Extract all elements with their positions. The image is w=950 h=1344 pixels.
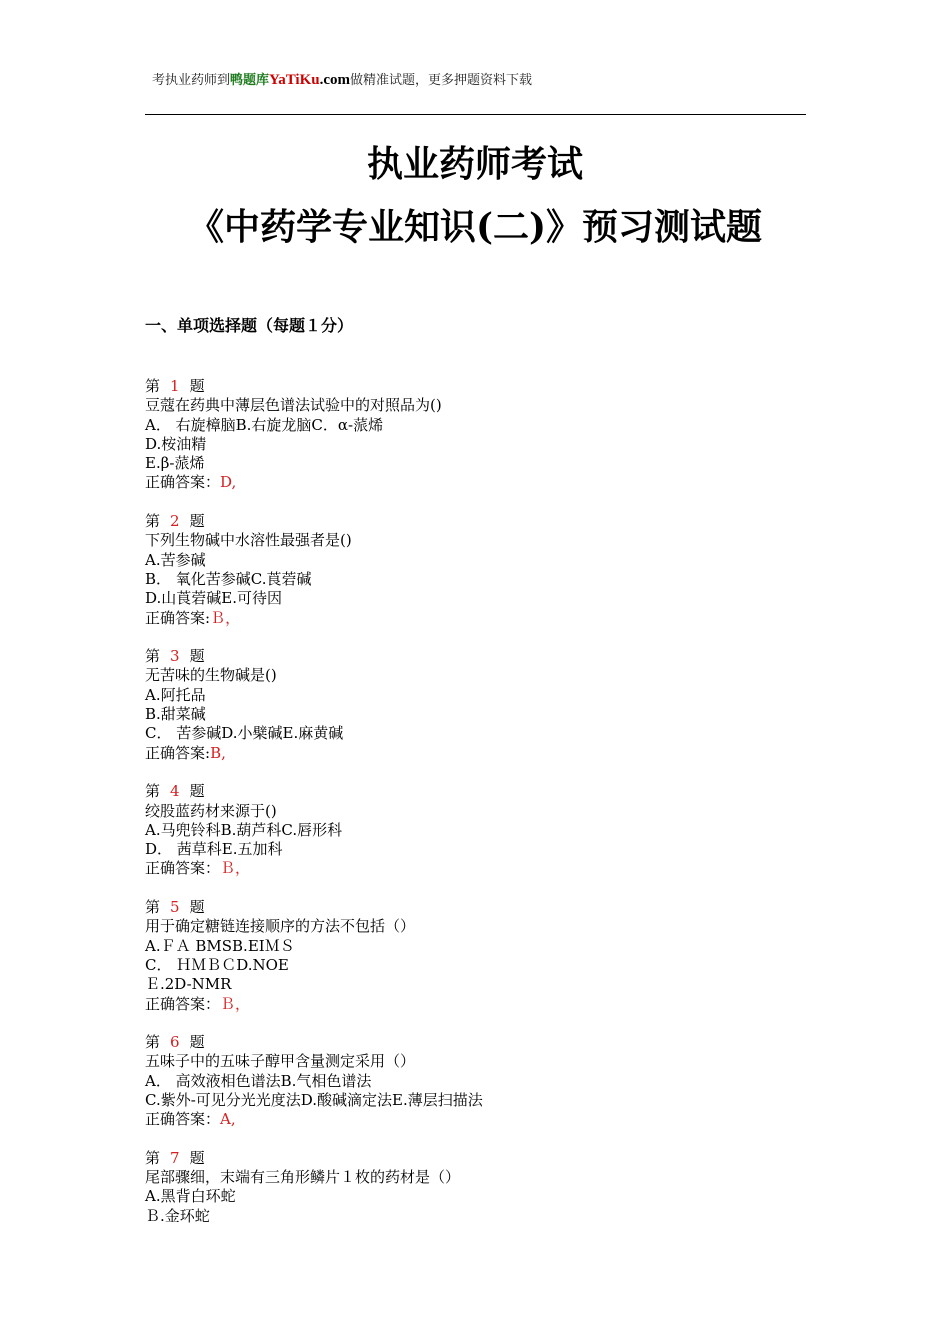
question-label-prefix: 第 <box>145 512 161 531</box>
answer-line <box>145 1110 825 1129</box>
question-number: 7 <box>170 1148 180 1167</box>
answer-value: B, <box>210 743 226 762</box>
question-number-line <box>145 377 825 396</box>
answer-label: 正确答案： <box>145 1110 221 1129</box>
question-item <box>145 377 825 493</box>
question-label-suffix: 题 <box>189 1033 205 1052</box>
answer-label: 正确答案: <box>145 608 211 627</box>
brand-name-en: YaTiKu <box>269 72 320 88</box>
question-stem: 豆蔻在药典中薄层色谱法试验中的对照品为() <box>145 396 442 415</box>
question-label-prefix: 第 <box>145 647 161 666</box>
question-stem: 用于确定糖链连接顺序的方法不包括（） <box>145 917 416 936</box>
question-number: 2 <box>170 512 180 531</box>
question-list <box>145 377 825 1245</box>
question-option-line: A.黑背白环蛇 <box>145 1187 236 1206</box>
answer-label: 正确答案： <box>145 994 221 1013</box>
question-option-line: D． 茜草科​E.五加科 <box>145 840 283 859</box>
question-item <box>145 1033 825 1129</box>
question-item <box>145 1149 825 1226</box>
question-label-suffix: 题 <box>189 647 205 666</box>
question-number: 1 <box>170 377 180 395</box>
answer-line <box>145 744 825 763</box>
header-note <box>152 71 532 90</box>
brand-name-cn: 鸭题库 <box>230 73 270 88</box>
question-item <box>145 782 825 878</box>
question-option-line: B． 氧化苦参碱​C.莨菪碱 <box>145 569 312 588</box>
question-option-line: A． 右旋樟脑​B.右旋龙脑​C．α-蒎烯 <box>145 415 384 434</box>
question-label-suffix: 题 <box>189 782 205 801</box>
question-number-line <box>145 1033 825 1052</box>
brand-domain-suffix: .com <box>319 72 351 88</box>
question-item <box>145 512 825 628</box>
question-option-line: D.山莨菪碱​E.可待因 <box>145 589 282 608</box>
answer-line <box>145 859 825 878</box>
question-label-suffix: 题 <box>189 377 205 395</box>
answer-line <box>145 473 825 492</box>
question-option-line: A.苦参碱 <box>145 550 206 569</box>
answer-line <box>145 609 825 628</box>
question-label-suffix: 题 <box>189 512 205 531</box>
answer-value: Ｂ， <box>220 994 251 1013</box>
question-option-line: C． 苦参碱​D.小檗碱​E.麻黄碱 <box>145 724 344 743</box>
question-label-suffix: 题 <box>189 1148 205 1167</box>
question-stem: 五味子中的五味子醇甲含量测定采用（） <box>145 1052 416 1071</box>
answer-label: 正确答案： <box>145 473 221 492</box>
question-option-line: Ｅ.2D-NMR <box>145 975 232 994</box>
question-stem: 下列生物碱中水溶性最强者是() <box>145 531 352 550</box>
question-option-line: A.阿托品 <box>145 685 206 704</box>
question-number: 6 <box>170 1033 180 1052</box>
question-label-prefix: 第 <box>145 898 161 917</box>
question-label-prefix: 第 <box>145 1033 161 1052</box>
question-option-line: A.ＦＡ BMS​B.EIＭＳ <box>145 936 295 955</box>
question-option-line: Ｂ.金环蛇 <box>145 1206 210 1225</box>
header-suffix: 做精准试题，更多押题资料下载 <box>350 73 533 88</box>
question-label-suffix: 题 <box>189 898 205 917</box>
question-stem: 尾部骤细，末端有三角形鳞片１枚的药材是（） <box>145 1168 461 1187</box>
answer-value: D, <box>220 473 237 492</box>
question-label-prefix: 第 <box>145 377 161 395</box>
question-number-line <box>145 1149 825 1168</box>
answer-line <box>145 995 825 1014</box>
answer-value: Ｂ， <box>210 608 241 627</box>
header-prefix: 考执业药师到 <box>152 73 231 88</box>
question-number-line <box>145 647 825 666</box>
question-number-line <box>145 898 825 917</box>
question-option-line: A． 高效液相色谱法​B.气相色谱法 <box>145 1071 372 1090</box>
question-number: 4 <box>170 782 180 801</box>
answer-label: 正确答案: <box>145 743 211 762</box>
question-option-line: C.紫外-可见分光光度法​D.酸碱滴定法​E.薄层扫描法 <box>145 1090 483 1109</box>
question-option-line: C． ＨＭＢＣ​D.NOE <box>145 955 289 974</box>
question-option-line: B.甜菜碱 <box>145 705 206 724</box>
question-option-line: D.桉油精 <box>145 434 207 453</box>
question-item <box>145 898 825 1014</box>
question-number-line <box>145 512 825 531</box>
question-label-prefix: 第 <box>145 782 161 801</box>
answer-label: 正确答案： <box>145 859 221 878</box>
question-stem: 无苦味的生物碱是() <box>145 666 277 685</box>
answer-value: A, <box>220 1110 236 1129</box>
question-number: 3 <box>170 647 180 666</box>
document-title-line1: 执业药师考试 <box>366 143 583 185</box>
question-stem: 绞股蓝药材来源于() <box>145 801 277 820</box>
question-item <box>145 647 825 763</box>
section-heading: 一、单项选择题（每题１分） <box>145 316 354 335</box>
document-title-line2: 《中药学专业知识(二)》预习测试题 <box>187 206 763 248</box>
question-number-line <box>145 782 825 801</box>
question-option-line: E.β-蒎烯 <box>145 454 205 473</box>
question-number: 5 <box>170 898 180 917</box>
header-divider <box>145 114 806 115</box>
question-option-line: A.马兜铃科​B.葫芦科​C.唇形科 <box>145 820 343 839</box>
answer-value: Ｂ， <box>220 859 251 878</box>
question-label-prefix: 第 <box>145 1148 161 1167</box>
